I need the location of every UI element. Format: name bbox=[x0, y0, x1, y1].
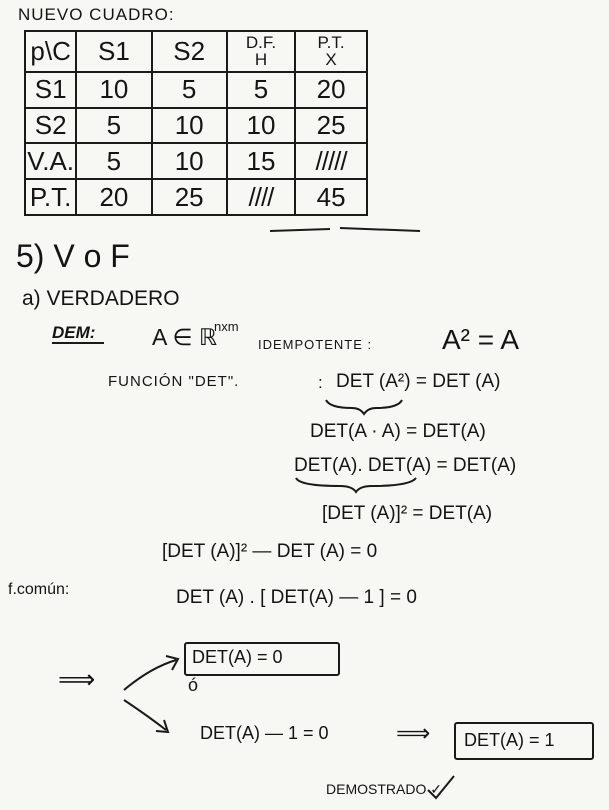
heading: NUEVO CUADRO: bbox=[18, 5, 175, 24]
table-header-cell: P.T. X bbox=[295, 31, 367, 72]
item-label: a) VERDADERO bbox=[22, 287, 180, 310]
hypothesis-superscript: nxm bbox=[214, 319, 239, 334]
hypothesis-equation: A² = A bbox=[442, 324, 520, 355]
step-6: DET (A) . [ DET(A) — 1 ] = 0 bbox=[176, 587, 417, 608]
step-3: DET(A). DET(A) = DET(A) bbox=[294, 455, 517, 476]
section-title: 5) V o F bbox=[16, 238, 130, 274]
table-cell: 45 bbox=[295, 179, 367, 215]
table-cell: V.A. bbox=[25, 143, 76, 179]
table-cell: 5 bbox=[76, 143, 151, 179]
step-4: [DET (A)]² = DET(A) bbox=[322, 503, 493, 524]
table-cell: 20 bbox=[76, 179, 151, 215]
table-cell: 10 bbox=[152, 108, 227, 144]
funcion-label: FUNCIÓN "DET". bbox=[108, 373, 240, 390]
table-cell: 25 bbox=[295, 108, 367, 144]
dem-label: DEM: bbox=[52, 323, 96, 342]
step-2: DET(A · A) = DET(A) bbox=[310, 421, 486, 442]
table-cell: 5 bbox=[76, 108, 151, 144]
table-cell: 10 bbox=[227, 108, 295, 144]
step-5: [DET (A)]² — DET (A) = 0 bbox=[162, 541, 378, 562]
step-1: DET (A²) = DET (A) bbox=[336, 371, 501, 392]
underbrace-product bbox=[296, 478, 416, 492]
underbrace-a2 bbox=[326, 400, 402, 414]
separator-line bbox=[270, 228, 420, 231]
arrow-down-branch bbox=[124, 700, 168, 732]
table-header-cell: D.F. H bbox=[227, 31, 295, 72]
table-header-cell: S2 bbox=[152, 31, 227, 72]
table-header-cell: S1 bbox=[76, 31, 151, 72]
table-cell: 20 bbox=[295, 72, 367, 108]
hypothesis-word: IDEMPOTENTE : bbox=[258, 337, 373, 352]
or-word: ó bbox=[188, 675, 199, 695]
table-cell-hatched: //// bbox=[227, 179, 295, 215]
table-cell: 5 bbox=[152, 72, 227, 108]
hypothesis-set: A ∈ ℝ bbox=[152, 324, 218, 350]
conclusion: DEMOSTRADO ✓ bbox=[326, 781, 442, 797]
table-header-cell: p\C bbox=[25, 31, 76, 72]
table-cell: S1 bbox=[25, 72, 76, 108]
result-1: DET(A) = 0 bbox=[192, 647, 283, 667]
funcion-colon: : bbox=[318, 373, 323, 392]
table-cell: 25 bbox=[152, 179, 227, 215]
implies-arrow: ⟹ bbox=[58, 664, 96, 694]
table-cell: 10 bbox=[76, 72, 151, 108]
table-cell: 5 bbox=[227, 72, 295, 108]
result-2: DET(A) = 1 bbox=[464, 730, 555, 750]
table-cell: P.T. bbox=[25, 179, 76, 215]
table-cell-hatched: ///// bbox=[295, 143, 367, 179]
table-cell: 15 bbox=[227, 143, 295, 179]
table-cell: 10 bbox=[152, 143, 227, 179]
result-2-arrow: ⟹ bbox=[396, 720, 431, 747]
table-cell: S2 bbox=[25, 108, 76, 144]
factor-label: f.común: bbox=[8, 581, 70, 598]
arrow-up-branch bbox=[124, 656, 178, 690]
result-2-equation: DET(A) — 1 = 0 bbox=[200, 723, 329, 743]
